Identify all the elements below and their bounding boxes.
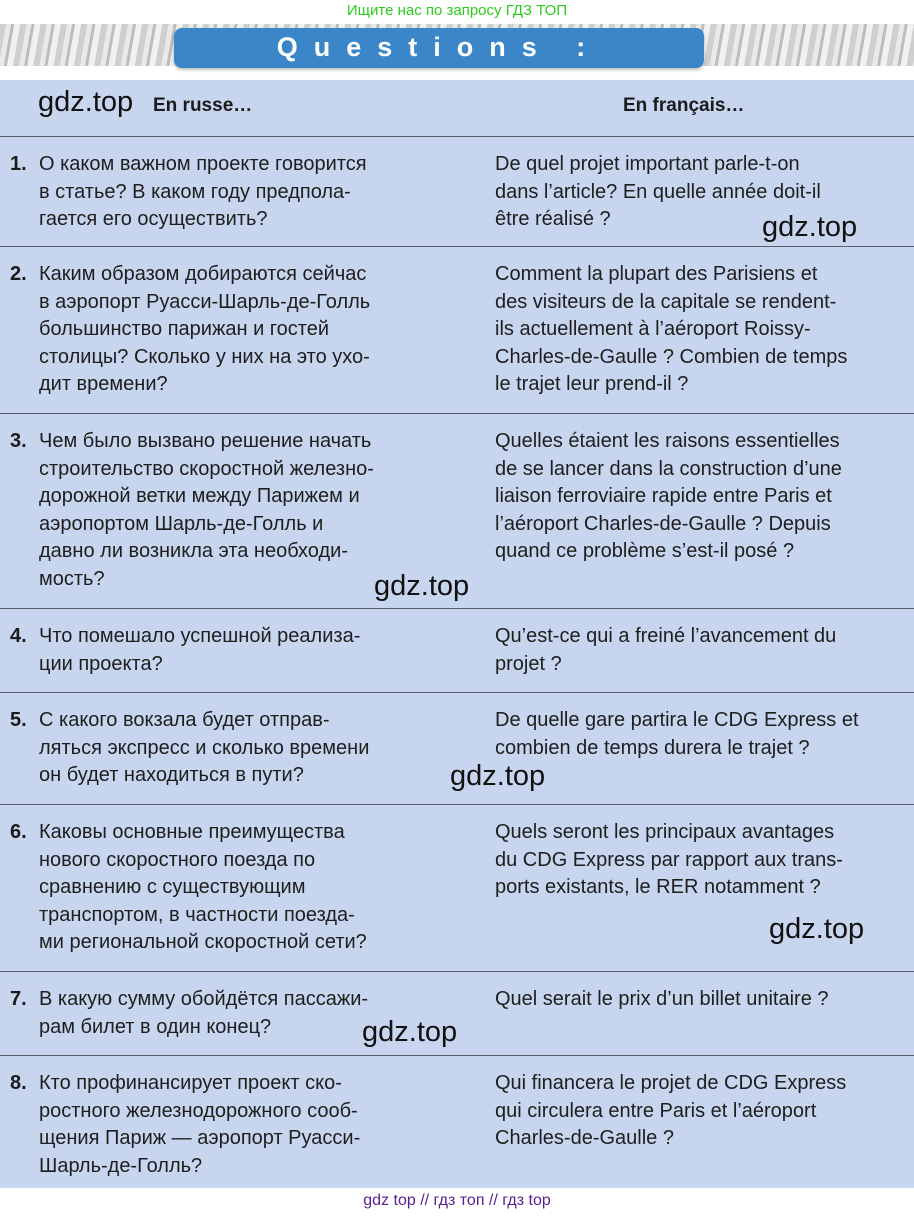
question-fr: Qu’est-ce qui a freiné l’avancement du projet ?: [495, 625, 837, 675]
question-fr: Comment la plupart des Parisiens et des visiteurs de la capitale se rendent- ils actuellement à l’aéroport Roissy- Charles-de-Gaulle ? Combien de temps le trajet leur prend-il ?: [495, 263, 848, 396]
question-row: [0, 608, 914, 693]
table-header: [0, 80, 914, 136]
question-row: [0, 971, 914, 1056]
footer-note: gdz top // гдз топ // гдз top: [363, 1192, 551, 1209]
watermark: gdz.top: [38, 86, 134, 118]
question-ru: Чем было вызвано решение начать строительство скоростной железно- дорожной ветки между Парижем и аэропортом Шарль-де-Голль и давно ли возникла эта необходи- мость?: [39, 430, 374, 590]
question-fr: Quels seront les principaux avantages du CDG Express par rapport aux trans- ports existants, le RER notamment ?: [495, 821, 843, 899]
header-fr: En français…: [623, 95, 745, 116]
question-ru: О каком важном проекте говорится в статье? В каком году предпола- гается его осуществить?: [39, 153, 367, 231]
banner-title: Questions :: [174, 28, 704, 68]
question-number: 7.: [10, 988, 27, 1010]
question-number: 5.: [10, 709, 27, 731]
question-row: [0, 136, 914, 247]
question-fr: De quel projet important parle-t-on dans l’article? En quelle année doit-il être réalisé ?: [495, 153, 821, 231]
watermark: gdz.top: [374, 570, 470, 602]
question-ru: Что помешало успешной реализа- ции проекта?: [39, 625, 361, 675]
question-number: 3.: [10, 430, 27, 452]
question-row: [0, 1055, 914, 1189]
top-note: Ищите нас по запросу ГДЗ ТОП: [346, 2, 568, 19]
question-ru: Каковы основные преимущества нового скоростного поезда по сравнению с существующим транспортом, в частности поезда- ми региональной скоростной сети?: [39, 821, 367, 954]
question-ru: Каким образом добираются сейчас в аэропорт Руасси-Шарль-де-Голль большинство парижан и гостей столицы? Сколько у них на это ухо- дит времени?: [39, 263, 371, 396]
question-number: 2.: [10, 263, 27, 285]
question-number: 6.: [10, 821, 27, 843]
question-row: [0, 692, 914, 805]
question-fr: Quel serait le prix d’un billet unitaire ?: [495, 988, 829, 1010]
question-number: 1.: [10, 153, 27, 175]
question-number: 4.: [10, 625, 27, 647]
question-fr: Qui financera le projet de CDG Express qui circulera entre Paris et l’aéroport Charles-de-Gaulle ?: [495, 1072, 847, 1150]
question-fr: De quelle gare partira le CDG Express et combien de temps durera le trajet ?: [495, 709, 859, 759]
question-row: [0, 413, 914, 609]
watermark: gdz.top: [769, 913, 865, 945]
watermark: gdz.top: [450, 760, 546, 792]
question-row: [0, 246, 914, 414]
question-row: [0, 804, 914, 972]
question-number: 8.: [10, 1072, 27, 1094]
watermark: gdz.top: [362, 1016, 458, 1048]
question-ru: Кто профинансирует проект ско- ростного железнодорожного сооб- щения Париж — аэропорт Руасси- Шарль-де-Голль?: [39, 1072, 361, 1177]
questions-table: [0, 80, 914, 1188]
question-fr: Quelles étaient les raisons essentielles de se lancer dans la construction d’une liaison ferroviaire rapide entre Paris et l’aéroport Charles-de-Gaulle ? Depuis quand ce problème s’est-il posé ?: [495, 430, 842, 563]
question-ru: В какую сумму обойдётся пассажи- рам билет в один конец?: [39, 988, 369, 1038]
header-ru: En russe…: [153, 95, 253, 116]
question-ru: С какого вокзала будет отправ- ляться экспресс и сколько времени он будет находиться в пути?: [39, 709, 370, 787]
watermark: gdz.top: [762, 211, 858, 243]
